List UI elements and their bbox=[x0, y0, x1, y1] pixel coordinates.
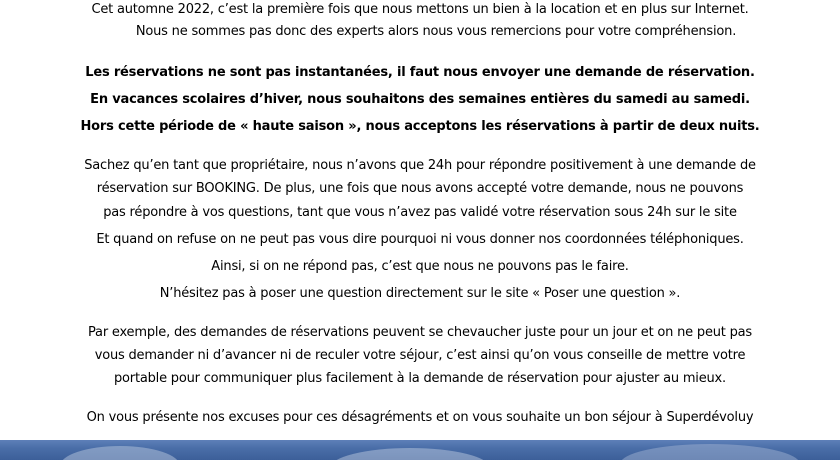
rules-line-1: Les réservations ne sont pas instantanées, il faut nous envoyer une demande de réservation. bbox=[85, 65, 755, 80]
closing-line: On vous présente nos excuses pour ces désagréments et on vous souhaite un bon séjour à Superdévoluy bbox=[86, 410, 754, 425]
booking-line-5: Ainsi, si on ne répond pas, c’est que nous ne pouvons pas le faire. bbox=[211, 259, 629, 274]
booking-line-4: Et quand on refuse on ne peut pas vous dire pourquoi ni vous donner nos coordonnées téléphoniques. bbox=[96, 232, 744, 247]
banner-cloud-shape bbox=[60, 446, 180, 460]
bottom-photo-banner bbox=[0, 440, 840, 460]
intro-line-1: Cet automne 2022, c’est la première fois que nous mettons un bien à la location et en plus sur Internet. bbox=[91, 2, 749, 17]
booking-line-1: Sachez qu’en tant que propriétaire, nous n’avons que 24h pour répondre positivement à une demande de bbox=[84, 158, 756, 173]
example-line-1: Par exemple, des demandes de réservations peuvent se chevaucher juste pour un jour et on ne peut pas bbox=[88, 325, 752, 340]
banner-cloud-shape bbox=[330, 448, 490, 460]
booking-line-6: N’hésitez pas à poser une question directement sur le site « Poser une question ». bbox=[159, 286, 681, 301]
booking-line-2: réservation sur BOOKING. De plus, une fois que nous avons accepté votre demande, nous ne pouvons bbox=[96, 181, 744, 196]
example-line-3: portable pour communiquer plus facilement à la demande de réservation pour ajuster au mieux. bbox=[114, 371, 726, 386]
rules-line-3: Hors cette période de « haute saison », nous acceptons les réservations à partir de deux nuits. bbox=[80, 119, 760, 134]
intro-line-2: Nous ne sommes pas donc des experts alors nous vous remercions pour votre compréhension. bbox=[135, 24, 737, 39]
banner-cloud-shape bbox=[620, 444, 800, 460]
rules-line-2: En vacances scolaires d’hiver, nous souhaitons des semaines entières du samedi au samedi. bbox=[90, 92, 750, 107]
booking-line-3: pas répondre à vos questions, tant que vous n’avez pas validé votre réservation sous 24h sur le site bbox=[103, 205, 737, 220]
example-line-2: vous demander ni d’avancer ni de reculer votre séjour, c’est ainsi qu’on vous conseille de mettre votre bbox=[94, 348, 746, 363]
